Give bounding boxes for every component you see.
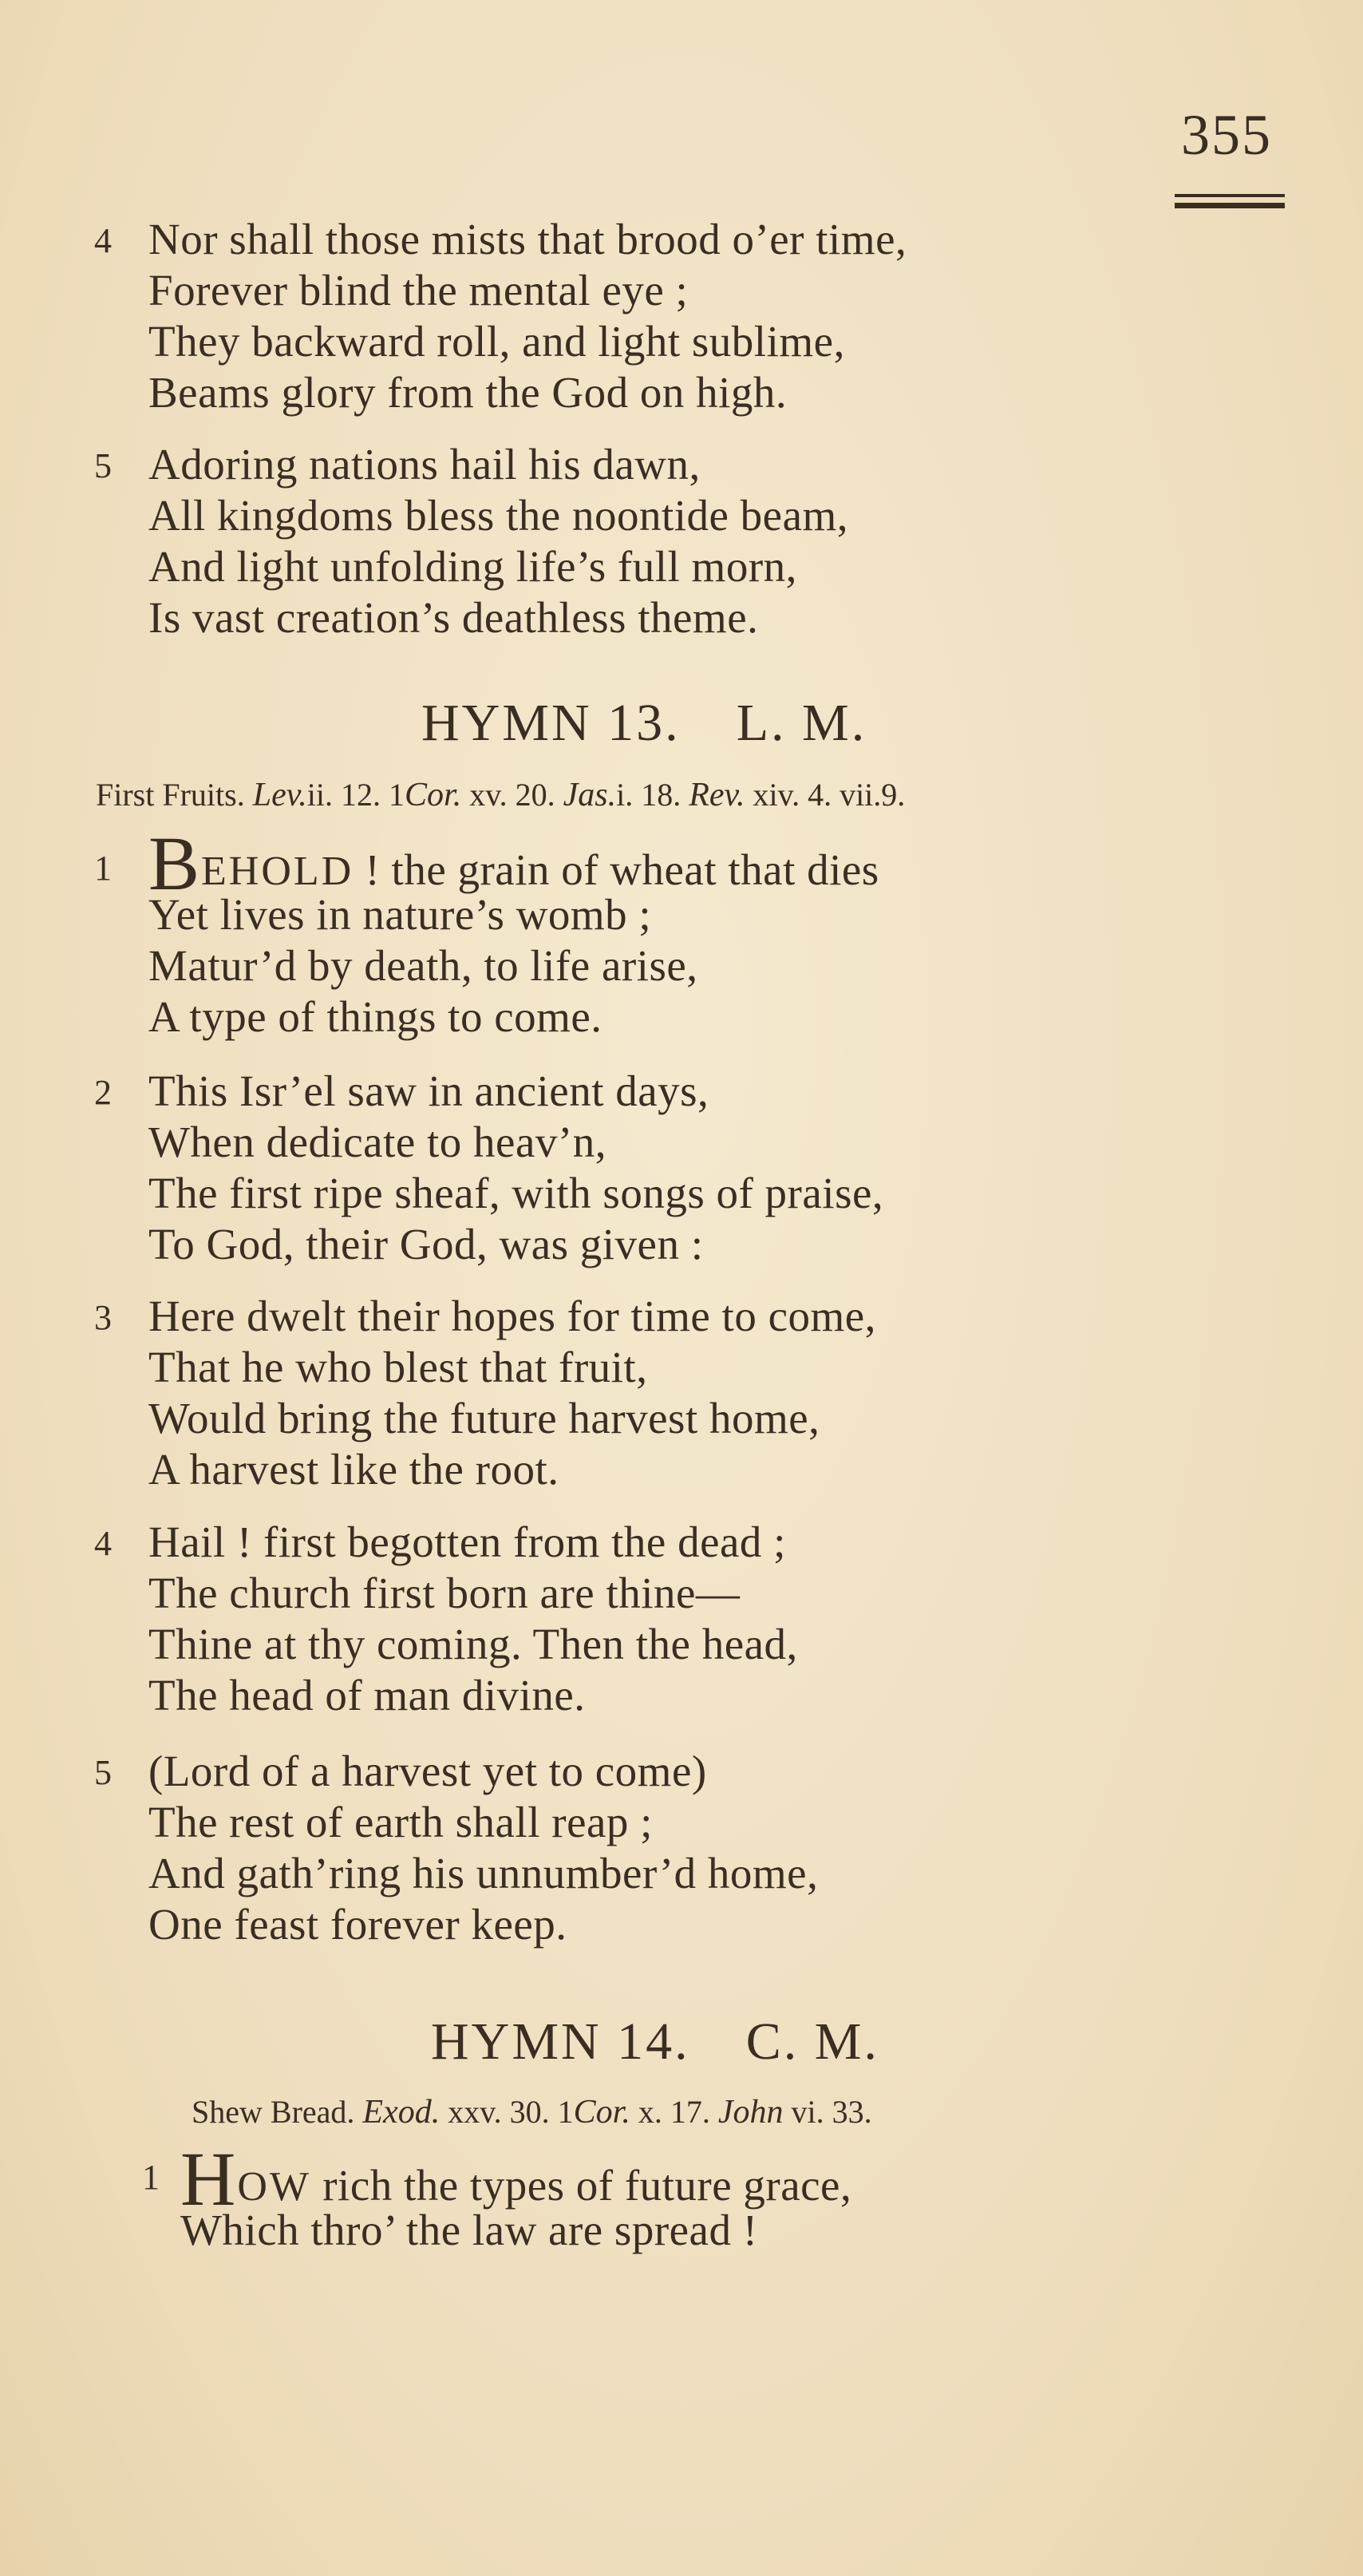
verse-line: A type of things to come. [148, 992, 602, 1041]
scripture-cite: 1 [557, 2094, 574, 2130]
verse-line: Is vast creation’s deathless theme. [148, 593, 759, 642]
stanza-lines [148, 439, 848, 643]
verse-line: And gath’ring his unnumber’d home, [148, 1849, 819, 1897]
stanza-number: 1 [142, 2158, 160, 2197]
stanza-number: 5 [94, 1753, 112, 1792]
verse-line: And light unfolding life’s full morn, [148, 542, 797, 591]
verse-line: Nor shall those mists that brood o’er time, [148, 215, 907, 263]
scripture-book: Cor. [404, 777, 462, 813]
verse-text: rich the types of future grace, [310, 2161, 852, 2210]
hymn-13-scripture [96, 776, 905, 814]
stanza-lines [148, 214, 907, 418]
small-caps: EHOLD [201, 849, 354, 894]
stanza-lines [148, 1746, 818, 1950]
stanza-lines [148, 1517, 798, 1721]
verse-line: That he who blest that fruit, [148, 1343, 648, 1391]
stanza-number: 2 [94, 1073, 112, 1112]
hymn-title: HYMN 14. [431, 2012, 690, 2071]
scripture-book: Lev. [252, 777, 307, 813]
scripture-topic: Shew Bread. [192, 2094, 355, 2130]
verse-line: Yet lives in nature’s womb ; [148, 890, 652, 939]
verse-line: The church first born are thine— [148, 1569, 741, 1617]
small-caps: OW [237, 2164, 311, 2210]
verse-line: This Isr’el saw in ancient days, [148, 1066, 709, 1115]
stanza-number: 1 [94, 849, 112, 888]
stanza-lines [180, 2136, 852, 2256]
verse-line-first [148, 821, 879, 906]
verse-line: Beams glory from the God on high. [148, 368, 788, 417]
scripture-cite: ii. 12. [306, 777, 381, 813]
scripture-book: Rev. [689, 777, 745, 813]
hymn-14-scripture [192, 2093, 872, 2131]
scripture-cite: i. 18. [616, 777, 682, 813]
verse-line: All kingdoms bless the noontide beam, [148, 491, 849, 540]
hymn-meter: C. M. [745, 2012, 879, 2071]
verse-line: They backward roll, and light sublime, [148, 317, 845, 366]
verse-line: Thine at thy coming. Then the head, [148, 1620, 798, 1668]
hymn-meter: L. M. [736, 694, 867, 752]
scripture-cite: 1 [388, 777, 405, 813]
verse-line: When dedicate to heav’n, [148, 1118, 606, 1166]
verse-line: Hail ! first begotten from the dead ; [148, 1518, 786, 1566]
verse-line: To God, their God, was given : [148, 1220, 704, 1268]
stanza-lines [148, 1066, 883, 1270]
verse-line: Here dwelt their hopes for time to come, [148, 1292, 876, 1340]
verse-text: ! the grain of wheat that dies [354, 845, 879, 894]
scripture-cite: xiv. 4. vii.9. [753, 777, 906, 813]
scripture-topic: First Fruits. [96, 777, 245, 813]
hymn-title: HYMN 13. [421, 694, 681, 752]
stanza-lines [148, 1291, 876, 1495]
scripture-cite: xv. 20. [469, 777, 555, 813]
verse-line: Would bring the future harvest home, [148, 1394, 820, 1442]
verse-line-first [180, 2136, 852, 2222]
scripture-book: Jas. [563, 777, 617, 813]
drop-cap: H [180, 2136, 238, 2222]
scripture-cite: xxv. 30. [448, 2094, 550, 2130]
verse-line: One feast forever keep. [148, 1900, 567, 1949]
scripture-book: Cor. [573, 2094, 630, 2131]
page-number: 355 [1181, 103, 1272, 167]
hymn-13-heading [421, 693, 867, 754]
verse-line: Which thro’ the law are spread ! [180, 2206, 758, 2254]
stanza-number: 4 [94, 221, 112, 260]
scripture-book: John [717, 2094, 784, 2131]
verse-line: The first ripe sheaf, with songs of praise, [148, 1169, 884, 1217]
header-rule-thin [1175, 194, 1285, 197]
verse-line: Adoring nations hail his dawn, [148, 440, 701, 489]
stanza-number: 4 [94, 1524, 112, 1563]
scripture-cite: vi. 33. [791, 2094, 872, 2130]
verse-line: The rest of earth shall reap ; [148, 1798, 653, 1846]
stanza-number: 3 [94, 1298, 112, 1337]
verse-line: The head of man divine. [148, 1671, 586, 1719]
stanza-lines [148, 821, 879, 1043]
stanza-number: 5 [94, 446, 112, 485]
scripture-cite: x. 17. [638, 2094, 710, 2130]
header-rule-thick [1175, 203, 1285, 208]
verse-line: (Lord of a harvest yet to come) [148, 1747, 707, 1795]
verse-line: A harvest like the root. [148, 1445, 559, 1494]
drop-cap: B [148, 821, 202, 906]
verse-line: Matur’d by death, to life arise, [148, 941, 698, 990]
verse-line: Forever blind the mental eye ; [148, 266, 689, 315]
scripture-book: Exod. [362, 2094, 441, 2131]
hymn-14-heading [431, 2012, 879, 2072]
